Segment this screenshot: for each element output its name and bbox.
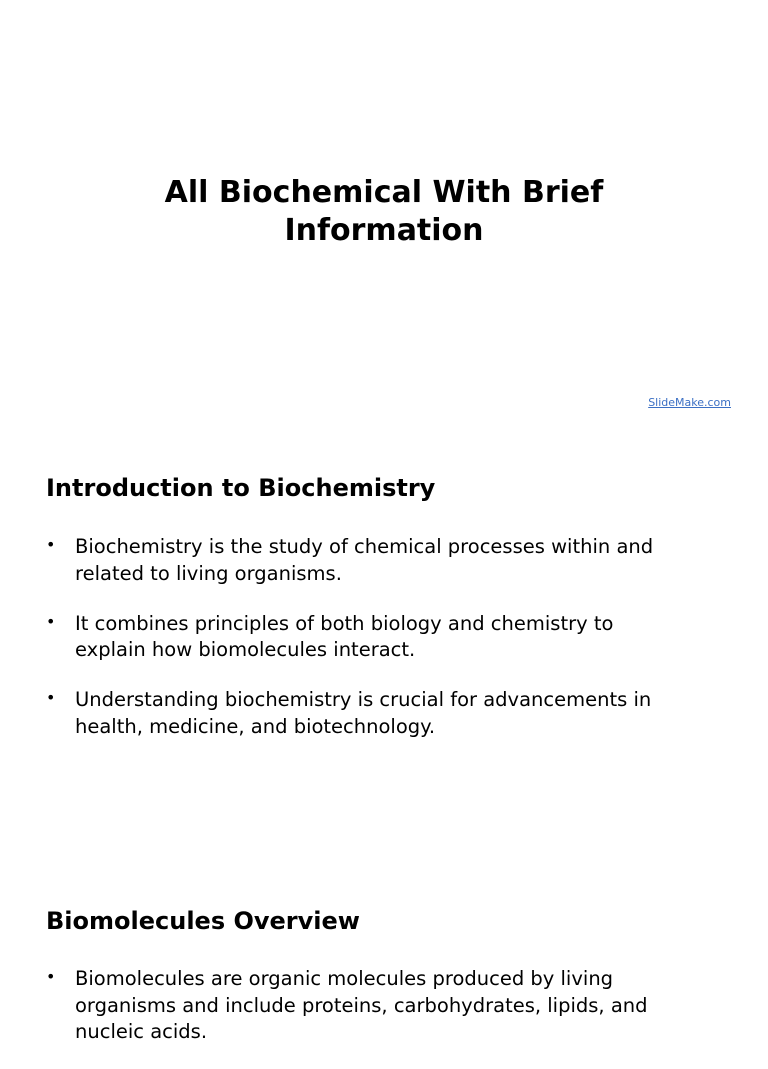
list-item [46, 687, 726, 740]
section-heading-introduction: Introduction to Biochemistry [46, 474, 436, 502]
slidemake-link[interactable]: SlideMake.com [648, 396, 731, 409]
bullet-text-line: explain how biomolecules interact. [75, 638, 416, 661]
bullet-text-line: related to living organisms. [75, 561, 342, 585]
bullet-text-line: Understanding biochemistry is crucial for advancements in [75, 688, 652, 711]
list-item [46, 611, 726, 664]
section-heading-biomolecules: Biomolecules Overview [46, 907, 360, 935]
list-item [46, 966, 726, 1046]
bullet-text-line: Biomolecules are organic molecules produced by living [75, 967, 614, 990]
bullet-text-line: Biochemistry is the study of chemical processes within and [75, 535, 654, 558]
list-item [46, 534, 726, 587]
bullet-text-line: health, medicine, and biotechnology. [75, 714, 436, 738]
slide-title [0, 174, 768, 250]
bullet-icon: • [46, 535, 56, 554]
bullet-text-line: It combines principles of both biology and chemistry to [75, 611, 614, 635]
slide-title-line-2: Information [284, 213, 484, 248]
bullet-icon: • [46, 967, 56, 986]
slide-title-line-1: All Biochemical With Brief [164, 175, 604, 210]
bullet-text-line: organisms and include proteins, carbohydrates, lipids, and [75, 993, 648, 1017]
bullet-text-line: nucleic acids. [75, 1020, 208, 1043]
bullet-list-introduction [46, 534, 726, 764]
bullet-icon: • [46, 688, 56, 707]
bullet-list-biomolecules [46, 966, 726, 1069]
bullet-icon: • [46, 611, 56, 631]
